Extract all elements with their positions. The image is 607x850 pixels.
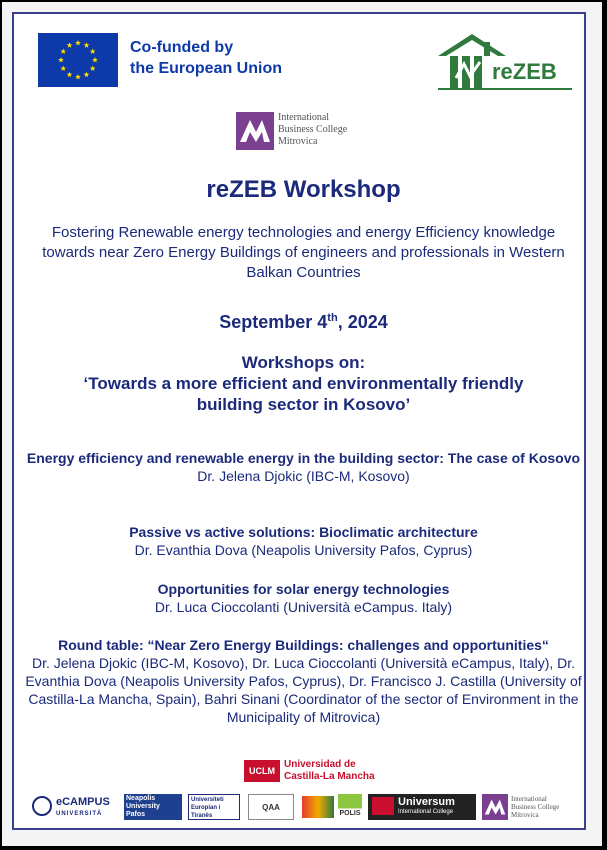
ecampus-logo: [56, 796, 110, 820]
ibc-small-line1: International: [511, 795, 547, 803]
uclm-line2: Castilla-La Mancha: [284, 771, 375, 782]
universum-sub: International College: [398, 809, 454, 815]
uclm-logo-icon: UCLM: [244, 760, 280, 782]
date-prefix: September 4: [219, 312, 328, 332]
rezeb-logo-text: reZEB: [492, 59, 557, 84]
colorful-logo-icon: [302, 796, 334, 818]
session-3: [20, 580, 587, 616]
ibc-logo-icon: [236, 112, 274, 150]
workshops-line2: ‘Towards a more efficient and environmentally friendly: [83, 374, 524, 393]
date-suffix: , 2024: [337, 312, 388, 332]
ibc-line1: International: [278, 112, 330, 123]
workshops-line1: Workshops on:: [241, 353, 366, 372]
ecampus-emblem-icon: [32, 796, 52, 816]
session-speaker: Dr. Evanthia Dova (Neapolis University Pafos, Cyprus): [134, 542, 473, 558]
session-speaker: Dr. Jelena Djokic (IBC-M, Kosovo): [197, 468, 410, 484]
ibc-small-logo-text: [511, 795, 559, 819]
uet-logo: Universiteti Europian i Tiranës: [188, 794, 240, 820]
ibc-logo-text: [278, 112, 347, 148]
page-title: reZEB Workshop: [206, 176, 401, 203]
ibc-small-logo-icon: [482, 794, 508, 820]
polis-logo: POLIS: [338, 794, 362, 820]
workshops-line3: building sector in Kosovo’: [196, 395, 411, 414]
uclm-line1: Universidad de: [284, 759, 356, 770]
eu-cofunded-text: [130, 37, 282, 79]
event-date: [0, 312, 607, 333]
date-sup: th: [327, 312, 338, 324]
eu-line1: Co-funded by: [130, 39, 234, 56]
eu-line2: the European Union: [130, 60, 282, 77]
session-speaker: Dr. Jelena Djokic (IBC-M, Kosovo), Dr. Luca Cioccolanti (Università eCampus, Italy), Dr. Evanthia Dova (Neapolis University Pafos, Cyprus), Dr. Francisco J. Castilla (University of Castilla-La Mancha, Spain), Bahri Sinani (Coordinator of the sector of Environment in the Municipality of Mitrovica): [25, 655, 582, 725]
session-heading: Round table: “Near Zero Energy Buildings: challenges and opportunities“: [58, 637, 549, 653]
eu-flag-icon: [38, 33, 118, 87]
session-4: [20, 636, 587, 726]
session-speaker: Dr. Luca Cioccolanti (Università eCampus. Italy): [154, 599, 453, 615]
session-heading: Energy efficiency and renewable energy in the building sector: The case of Kosovo: [26, 450, 581, 466]
universum-text: Universum: [398, 796, 455, 808]
workshops-heading: [30, 352, 577, 415]
ecampus-text: eCAMPUS: [56, 796, 110, 808]
ibc-line3: Mitrovica: [278, 136, 318, 147]
session-2: [20, 523, 587, 559]
ecampus-sub: UNIVERSITÀ: [56, 811, 103, 817]
ibc-small-line3: Mitrovica: [511, 811, 539, 819]
ibc-line2: Business College: [278, 124, 348, 135]
ibc-small-line2: Business College: [511, 803, 560, 811]
session-1: [20, 449, 587, 485]
subtitle: Fostering Renewable energy technologies and energy Efficiency knowledge towards near Zero Energy Buildings of engineers and professionals in Western Balkan Countries: [42, 224, 565, 281]
session-heading: Passive vs active solutions: Bioclimatic architecture: [129, 524, 478, 540]
universum-mark-icon: [372, 797, 394, 815]
qaa-logo: QAA: [248, 794, 294, 820]
uclm-logo-text: [284, 759, 375, 783]
neapolis-logo: Neapolis University Pafos: [124, 794, 182, 820]
session-heading: Opportunities for solar energy technologies: [157, 581, 450, 597]
